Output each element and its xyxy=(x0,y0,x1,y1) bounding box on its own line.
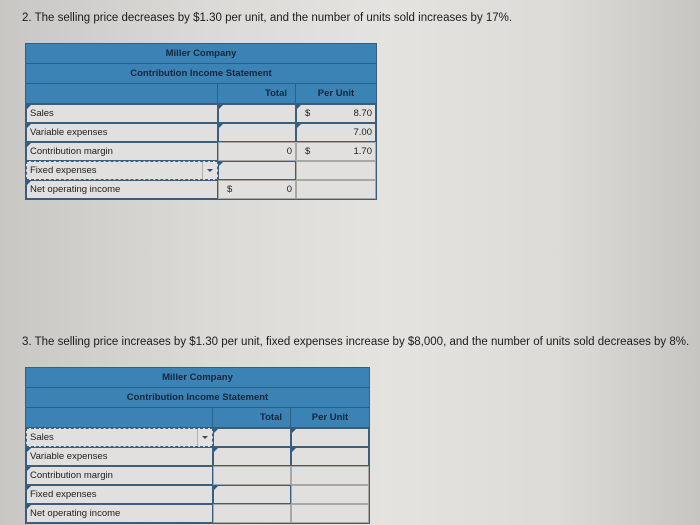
q2-statement-title: Contribution Income Statement xyxy=(26,64,376,84)
q3-column-headers xyxy=(26,408,369,428)
q2-sales-per-unit-value: 8.70 xyxy=(353,108,372,119)
dollar-sign: $ xyxy=(305,146,311,157)
q3-net-operating-income-label-select[interactable]: Net operating income xyxy=(26,504,213,523)
q2-per-unit-column-header: Per Unit xyxy=(317,88,355,99)
q3-variable-expenses-label-select[interactable]: Variable expenses xyxy=(26,447,213,466)
q2-net-operating-income-total-value: 0 xyxy=(286,184,292,195)
q2-variable-expenses-label-select[interactable]: Variable expenses xyxy=(26,123,218,142)
q2-contribution-margin-per-unit xyxy=(296,142,376,161)
q3-row-contribution-margin xyxy=(26,466,369,485)
dollar-sign: $ xyxy=(227,184,233,195)
q3-net-operating-income-total xyxy=(213,504,291,523)
q3-row-net-operating-income xyxy=(26,504,369,523)
chevron-down-icon[interactable] xyxy=(202,162,217,179)
q2-total-column-header: Total xyxy=(218,84,296,103)
q2-fixed-expenses-label: Fixed expenses xyxy=(30,165,97,176)
q3-sales-total-input[interactable] xyxy=(213,428,291,447)
q2-row-sales xyxy=(26,104,376,123)
q2-row-net-operating-income xyxy=(26,180,376,199)
q3-fixed-expenses-per-unit xyxy=(291,485,369,504)
q2-contribution-margin-total: 0 xyxy=(218,142,296,161)
q3-contribution-margin-total xyxy=(213,466,291,485)
q3-row-fixed-expenses xyxy=(26,485,369,504)
q2-income-statement xyxy=(25,43,377,200)
q3-fixed-expenses-label-select[interactable]: Fixed expenses xyxy=(26,485,213,504)
q3-sales-per-unit-input[interactable] xyxy=(291,428,369,447)
q2-column-headers xyxy=(26,84,376,104)
q2-net-operating-income-per-unit xyxy=(296,180,376,199)
q3-row-variable-expenses xyxy=(26,447,369,466)
question-2-prompt: 2. The selling price decreases by $1.30 per unit, and the number of units sold increases by 17%. xyxy=(22,12,513,24)
q3-total-column-header: Total xyxy=(213,408,291,427)
chevron-down-icon[interactable] xyxy=(197,429,212,446)
q2-contribution-margin-per-unit-value: 1.70 xyxy=(353,146,372,157)
q3-variable-expenses-total-input[interactable] xyxy=(213,447,291,466)
q2-variable-expenses-total-input[interactable] xyxy=(218,123,296,142)
q3-contribution-margin-label-select[interactable]: Contribution margin xyxy=(26,466,213,485)
q2-sales-per-unit-input[interactable] xyxy=(296,104,376,123)
q2-sales-label-select[interactable]: Sales xyxy=(26,104,218,123)
q2-company-name: Miller Company xyxy=(26,44,376,64)
q2-label-column-header xyxy=(26,84,218,103)
q3-company-name: Miller Company xyxy=(26,368,369,388)
q3-row-sales xyxy=(26,428,369,447)
q3-per-unit-column-header: Per Unit xyxy=(311,412,349,423)
q3-contribution-margin-per-unit xyxy=(291,466,369,485)
q3-sales-label: Sales xyxy=(30,432,54,443)
q2-row-variable-expenses xyxy=(26,123,376,142)
q2-row-contribution-margin xyxy=(26,142,376,161)
q3-statement-title: Contribution Income Statement xyxy=(26,388,369,408)
q2-net-operating-income-total xyxy=(218,180,296,199)
q3-sales-label-select[interactable] xyxy=(26,428,213,447)
q2-contribution-margin-label-select[interactable]: Contribution margin xyxy=(26,142,218,161)
q2-fixed-expenses-label-select[interactable] xyxy=(26,161,218,180)
q3-income-statement xyxy=(25,367,370,524)
q2-net-operating-income-label-select[interactable]: Net operating income xyxy=(26,180,218,199)
q2-variable-expenses-per-unit-input[interactable]: 7.00 xyxy=(296,123,376,142)
dollar-sign: $ xyxy=(305,108,311,119)
q3-label-column-header xyxy=(26,408,213,427)
q2-row-fixed-expenses xyxy=(26,161,376,180)
q2-fixed-expenses-total-input[interactable] xyxy=(218,161,296,180)
q3-net-operating-income-per-unit xyxy=(291,504,369,523)
q2-sales-total-input[interactable] xyxy=(218,104,296,123)
q3-variable-expenses-per-unit-input[interactable] xyxy=(291,447,369,466)
question-3-prompt: 3. The selling price increases by $1.30 per unit, fixed expenses increase by $8,000, and the number of units sold decreases by 8%. xyxy=(22,336,690,348)
q2-fixed-expenses-per-unit xyxy=(296,161,376,180)
q3-fixed-expenses-total-input[interactable] xyxy=(213,485,291,504)
